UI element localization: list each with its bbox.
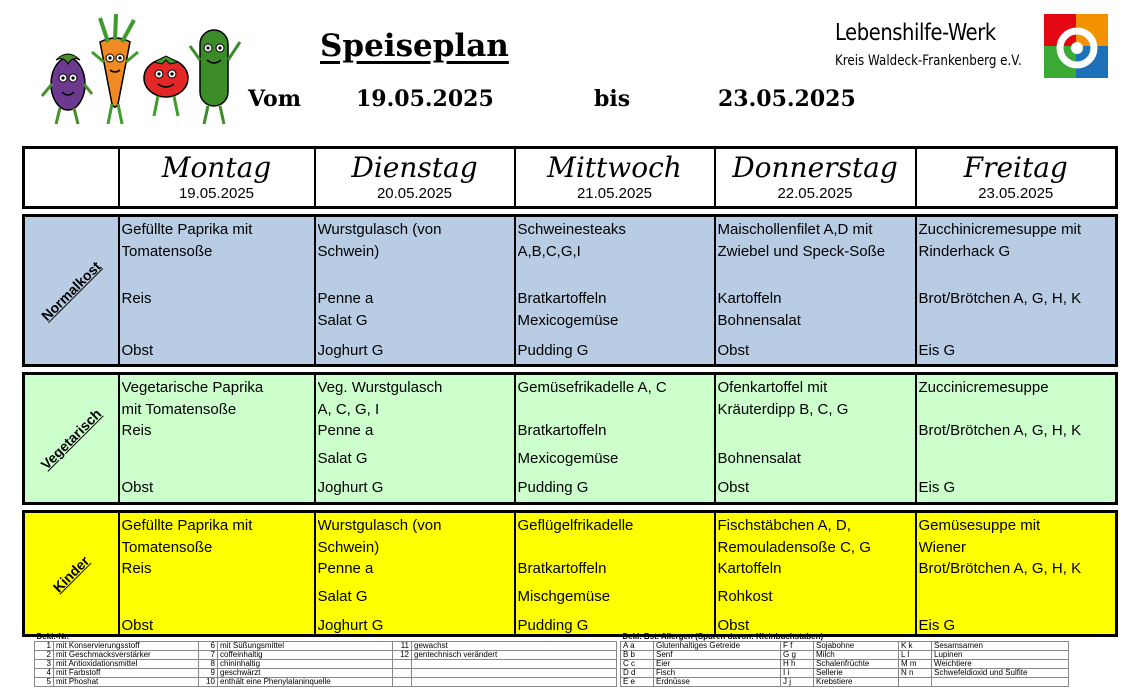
menu-line: Zwiebel und Speck-Soße bbox=[717, 243, 886, 260]
page-title: Speiseplan bbox=[320, 28, 509, 64]
menu-line: Penne a bbox=[317, 290, 374, 307]
menu-line: Schweinesteaks bbox=[517, 221, 626, 238]
menu-line: Bohnensalat bbox=[717, 450, 801, 467]
menu-line: Salat G bbox=[317, 450, 368, 467]
day-header-friday bbox=[916, 148, 1117, 208]
menu-line: Gemüsesuppe mit bbox=[918, 517, 1041, 534]
menu-cell bbox=[315, 216, 515, 366]
legend-code: K k bbox=[899, 642, 932, 651]
legend-text: mit Farbstoff bbox=[54, 669, 199, 678]
legend-code: 2 bbox=[35, 651, 54, 660]
org-subtitle: Kreis Waldeck-Frankenberg e.V. bbox=[835, 53, 1022, 69]
menu-line: Obst bbox=[121, 342, 154, 359]
menu-line: Gemüsefrikadelle A, C bbox=[517, 379, 667, 396]
menu-line: Pudding G bbox=[517, 342, 589, 359]
menu-cell bbox=[315, 512, 515, 636]
menu-line: Reis bbox=[121, 290, 152, 307]
legend-text: gewachst bbox=[412, 642, 617, 651]
day-date: 21.05.2025 bbox=[576, 185, 653, 202]
menu-block-vegetarisch bbox=[22, 372, 1118, 505]
menu-line: Veg. Wurstgulasch bbox=[317, 379, 443, 396]
day-header-monday bbox=[119, 148, 315, 208]
carrot-character-icon bbox=[92, 14, 138, 124]
from-date: 19.05.2025 bbox=[356, 86, 494, 112]
legend-text: Schalenfrüchte bbox=[814, 660, 899, 669]
cucumber-character-icon bbox=[190, 30, 240, 124]
menu-cell bbox=[715, 216, 916, 366]
day-name: Mittwoch bbox=[547, 151, 682, 184]
legend-text: enthält eine Phenylalaninquelle bbox=[218, 678, 393, 687]
menu-cell bbox=[119, 512, 315, 636]
legend-code: 8 bbox=[199, 660, 218, 669]
legend-text: Schwefeldioxid und Sulfite bbox=[932, 669, 1069, 678]
legend-text: Senf bbox=[654, 651, 781, 660]
legend-code: 3 bbox=[35, 660, 54, 669]
to-label: bis bbox=[594, 86, 631, 112]
menu-line: Schwein) bbox=[317, 539, 380, 556]
menu-line: Tomatensoße bbox=[121, 243, 213, 260]
legend-code: 4 bbox=[35, 669, 54, 678]
legend-text: Krebstiere bbox=[814, 678, 899, 687]
day-header-tuesday bbox=[315, 148, 515, 208]
day-header-table bbox=[22, 146, 1118, 209]
legend-code: 5 bbox=[35, 678, 54, 687]
menu-line: Joghurt G bbox=[317, 342, 384, 359]
menu-cell bbox=[715, 512, 916, 636]
menu-line: Zucchinicremesuppe mit bbox=[918, 221, 1082, 238]
day-date: 22.05.2025 bbox=[777, 185, 853, 202]
legend-code: 9 bbox=[199, 669, 218, 678]
menu-cell bbox=[515, 216, 715, 366]
legend-text: mit Phoshat bbox=[54, 678, 199, 687]
vegetable-cartoon-illustration bbox=[38, 12, 248, 130]
menu-line: Bohnensalat bbox=[717, 312, 801, 329]
menu-line: Eis G bbox=[918, 342, 956, 359]
lebenshilfe-logo-icon bbox=[1044, 14, 1108, 78]
menu-line: Reis bbox=[121, 422, 152, 439]
menu-line: Penne a bbox=[317, 560, 374, 577]
menu-line: Obst bbox=[121, 479, 154, 496]
legend-code: 11 bbox=[393, 642, 412, 651]
menu-cell bbox=[515, 374, 715, 504]
menu-line: Rinderhack G bbox=[918, 243, 1011, 260]
menu-line: Bratkartoffeln bbox=[517, 422, 607, 439]
menu-line: Bratkartoffeln bbox=[517, 290, 607, 307]
menu-line: Rohkost bbox=[717, 588, 773, 605]
legend-allergen-table bbox=[620, 633, 1069, 687]
menu-line: Wurstgulasch (von bbox=[317, 517, 442, 534]
menu-line: Geflügelfrikadelle bbox=[517, 517, 634, 534]
day-header-wednesday bbox=[515, 148, 715, 208]
legend-code: C c bbox=[621, 660, 654, 669]
legend-text: Lupinen bbox=[932, 651, 1069, 660]
legend-text: Sesamsamen bbox=[932, 642, 1069, 651]
menu-line: Mexicogemüse bbox=[517, 312, 619, 329]
legend-code: E e bbox=[621, 678, 654, 687]
legend-code: F f bbox=[781, 642, 814, 651]
legend-code: 7 bbox=[199, 651, 218, 660]
legend-text bbox=[932, 678, 1069, 687]
legend-text: Glutenhaltiges Getreide bbox=[654, 642, 781, 651]
legend-declaration-table bbox=[34, 633, 617, 687]
legend-text bbox=[412, 669, 617, 678]
org-name: Lebenshilfe-Werk bbox=[835, 20, 996, 46]
menu-cell bbox=[119, 216, 315, 366]
legend-code bbox=[899, 678, 932, 687]
menu-line: Obst bbox=[717, 617, 750, 634]
menu-cell bbox=[315, 374, 515, 504]
legend-code bbox=[393, 678, 412, 687]
menu-line: Salat G bbox=[317, 588, 368, 605]
legend-text: gentechnisch verändert bbox=[412, 651, 617, 660]
menu-line: Tomatensoße bbox=[121, 539, 213, 556]
menu-cell bbox=[916, 512, 1117, 636]
legend-code: N n bbox=[899, 669, 932, 678]
legend-code: L l bbox=[899, 651, 932, 660]
day-header-thursday bbox=[715, 148, 916, 208]
legend-text: chininhaltig bbox=[218, 660, 393, 669]
menu-cell bbox=[119, 374, 315, 504]
menu-line: Joghurt G bbox=[317, 617, 384, 634]
menu-line: Maischollenfilet A,D mit bbox=[717, 221, 873, 238]
menu-line: Penne a bbox=[317, 422, 374, 439]
tomato-character-icon bbox=[144, 56, 188, 116]
menu-line: Kartoffeln bbox=[717, 290, 782, 307]
row-label-normalkost bbox=[24, 216, 119, 366]
menu-line: A, C, G, I bbox=[317, 401, 380, 418]
menu-line: Remouladensoße C, G bbox=[717, 539, 871, 556]
legend-text bbox=[412, 660, 617, 669]
menu-line: Schwein) bbox=[317, 243, 380, 260]
menu-line: Ofenkartoffel mit bbox=[717, 379, 828, 396]
legend-code: J j bbox=[781, 678, 814, 687]
legend-text: Erdnüsse bbox=[654, 678, 781, 687]
menu-line: Eis G bbox=[918, 479, 956, 496]
day-name: Montag bbox=[161, 151, 272, 184]
menu-line: Kartoffeln bbox=[717, 560, 782, 577]
category-label: Kinder bbox=[49, 552, 93, 595]
corner-cell bbox=[24, 148, 119, 208]
legend-code: I i bbox=[781, 669, 814, 678]
legend-code bbox=[393, 669, 412, 678]
category-label: Vegetarisch bbox=[37, 405, 105, 472]
menu-line: Salat G bbox=[317, 312, 368, 329]
day-date: 20.05.2025 bbox=[376, 185, 453, 202]
menu-line: Obst bbox=[717, 479, 750, 496]
eggplant-character-icon bbox=[42, 54, 92, 124]
legend-text: mit Geschmacksverstärker bbox=[54, 651, 199, 660]
menu-line: Mexicogemüse bbox=[517, 450, 619, 467]
menu-line: Zuccinicremesuppe bbox=[918, 379, 1049, 396]
legend-code: M m bbox=[899, 660, 932, 669]
menu-line: mit Tomatensoße bbox=[121, 401, 237, 418]
menu-line: Brot/Brötchen A, G, H, K bbox=[918, 560, 1082, 577]
legend-code bbox=[393, 660, 412, 669]
menu-line: Obst bbox=[717, 342, 750, 359]
menu-block-normalkost bbox=[22, 214, 1118, 367]
legend-code: D d bbox=[621, 669, 654, 678]
row-label-vegetarisch bbox=[24, 374, 119, 504]
menu-line: Eis G bbox=[918, 617, 956, 634]
day-name: Donnerstag bbox=[732, 151, 898, 184]
legend-code: B b bbox=[621, 651, 654, 660]
legend-text: Sojabohne bbox=[814, 642, 899, 651]
menu-line: Wurstgulasch (von bbox=[317, 221, 442, 238]
menu-line: Brot/Brötchen A, G, H, K bbox=[918, 422, 1082, 439]
menu-cell bbox=[916, 216, 1117, 366]
menu-line: Gefüllte Paprika mit bbox=[121, 221, 253, 238]
menu-line: Kräuterdipp B, C, G bbox=[717, 401, 849, 418]
menu-line: Bratkartoffeln bbox=[517, 560, 607, 577]
menu-cell bbox=[515, 512, 715, 636]
legend-title: Dekl. Bst. Allergen (Spuren davon: Kleinbuchstaben) bbox=[622, 632, 824, 641]
menu-line: Gefüllte Paprika mit bbox=[121, 517, 253, 534]
legend-text bbox=[412, 678, 617, 687]
legend-text: Eier bbox=[654, 660, 781, 669]
menu-cell bbox=[715, 374, 916, 504]
menu-line: A,B,C,G,I bbox=[517, 243, 581, 260]
legend-text: Sellerie bbox=[814, 669, 899, 678]
legend-text: coffeinhaltig bbox=[218, 651, 393, 660]
menu-line: Joghurt G bbox=[317, 479, 384, 496]
legend-code: H h bbox=[781, 660, 814, 669]
legend-text: Fisch bbox=[654, 669, 781, 678]
menu-line: Pudding G bbox=[517, 617, 589, 634]
legend-title: Dekl.-Nr. bbox=[36, 632, 69, 641]
menu-cell bbox=[916, 374, 1117, 504]
legend-text: mit Konservierungsstoff bbox=[54, 642, 199, 651]
legend-code: 12 bbox=[393, 651, 412, 660]
menu-line: Brot/Brötchen A, G, H, K bbox=[918, 290, 1082, 307]
menu-block-kinder bbox=[22, 510, 1118, 637]
legend-code: 10 bbox=[199, 678, 218, 687]
menu-line: Vegetarische Paprika bbox=[121, 379, 264, 396]
menu-line: Obst bbox=[121, 617, 154, 634]
menu-line: Fischstäbchen A, D, bbox=[717, 517, 851, 534]
day-date: 19.05.2025 bbox=[178, 185, 255, 202]
row-label-kinder bbox=[24, 512, 119, 636]
category-label: Normalkost bbox=[38, 257, 105, 324]
to-date: 23.05.2025 bbox=[718, 86, 856, 112]
legend-text: mit Antioxidationsmittel bbox=[54, 660, 199, 669]
from-label: Vom bbox=[248, 86, 302, 112]
day-date: 23.05.2025 bbox=[978, 185, 1054, 202]
menu-line: Wiener bbox=[918, 539, 967, 556]
legend-text: geschwärzt bbox=[218, 669, 393, 678]
legend-text: mit Süßungsmittel bbox=[218, 642, 393, 651]
day-name: Freitag bbox=[963, 151, 1068, 184]
legend-text: Milch bbox=[814, 651, 899, 660]
legend-code: G g bbox=[781, 651, 814, 660]
legend-code: 1 bbox=[35, 642, 54, 651]
day-name: Dienstag bbox=[351, 151, 478, 184]
menu-line: Pudding G bbox=[517, 479, 589, 496]
legend-text: Weichtiere bbox=[932, 660, 1069, 669]
legend-code: 6 bbox=[199, 642, 218, 651]
legend-code: A a bbox=[621, 642, 654, 651]
menu-line: Mischgemüse bbox=[517, 588, 611, 605]
menu-line: Reis bbox=[121, 560, 152, 577]
